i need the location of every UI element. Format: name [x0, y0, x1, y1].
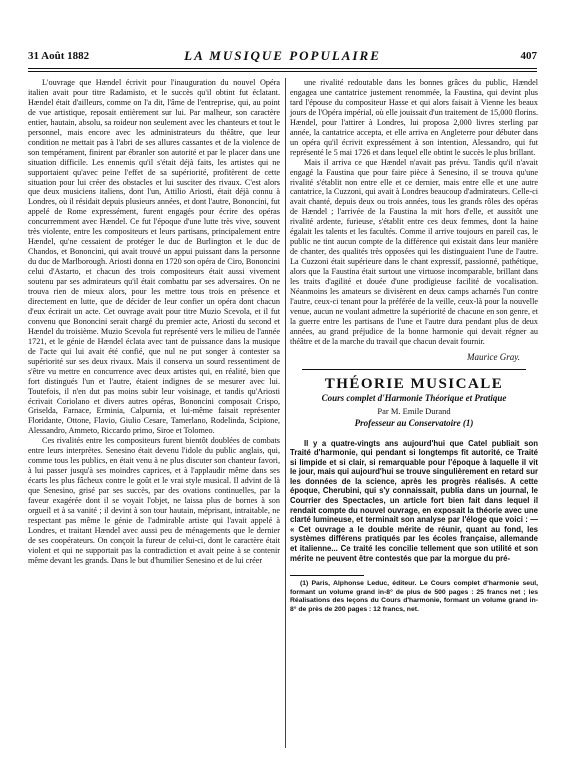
footnote-text: (1) Paris, Alphonse Leduc, éditeur. Le Cours complet d'harmonie seul, formant un volume grand in-8° de plus de 500 pages : 25 francs net ; les Réalisations des leçons du Cours d'harmonie, formant un volume grand in-8° de près de 200 pages : 12 francs, net. — [290, 580, 538, 613]
article-author: Par M. Emile Durand — [377, 405, 451, 416]
page-number: 407 — [520, 50, 537, 62]
journal-title: LA MUSIQUE POPULAIRE — [184, 48, 381, 63]
column-divider — [285, 78, 286, 748]
article-body — [290, 439, 538, 564]
issue-date: 31 Août 1882 — [28, 50, 90, 62]
article-subtitle: Cours complet d'Harmonie Théorique et Pratique — [321, 392, 507, 403]
left-column — [28, 78, 280, 566]
article-author-role: Professeur au Conservatoire (1) — [354, 417, 474, 428]
author-signature: Maurice Gray. — [467, 351, 520, 362]
body-paragraph: Il y a quatre-vingts ans aujourd'hui que Catel publiait son Traité d'harmonie, qui pendant si longtemps fit autorité, ce Traité si limpide et si clair, si remarquable pour l'époque à laquelle il vit le jour, mais qui aujourd'hui se trouve singulièrement en retard sur les données de la science, après les progrès réalisés. A cette époque, Cherubini, qui s'y connaissait, publia dans un journal, le Courrier des Spectacles, un article fort bien fait dans lequel il rendait compte du nouvel ouvrage, en exposait la théorie avec une clarté lumineuse, et terminait son analyse par l'éloge que voici : — « Cet ouvrage a le double mérite de réunir, quant au fond, les systèmes différens pratiqués par les écoles française, allemande et italienne... Ce traité les concilie tellement que son utilité et son mérite ne peuvent être contestés que par la morgue du pré- — [290, 438, 538, 563]
header-rule-thin — [28, 71, 537, 72]
section-divider — [302, 369, 525, 370]
body-paragraph: L'ouvrage que Hændel écrivit pour l'inauguration du nouvel Opéra italien avait pour titre Radamisto, et le succès qu'il obtint fut éclatant. Hændel était d'ailleurs, comme on l'a dit, l'âme de l'entreprise, qui, au point de vue artistique, reposait entièrement sur lui. Par malheur, son caractère entier, hautain, absolu, sa roideur non seulement avec les chanteurs et tout le personnel, mais encore avec les administrateurs du théâtre, que leur condition ne mettait pas à l'abri de ses allures cassantes et de la violence de son tempérament, finirent par ébranler son autorité et par le placer dans une situation difficile. Les ennemis qu'il s'était déjà faits, les artistes qui ne supportaient qu'avec peine l'effet de sa supériorité, profitèrent de cette situation pour lui créer des obstacles et lui susciter des rivaux. C'est alors que deux musiciens italiens, dont l'un, Attilio Ariosti, était déjà connu à Londres, où il résidait depuis plusieurs années, et dont l'autre, Bononcini, fut appelé de Rome expressément, furent engagés pour écrire des opéras concurremment avec Hændel. Ce fut l'époque d'une lutte très vive, souvent très violente, entre les compositeurs et leurs partisans, principalement entre Hændel, qu'ne cessaient de protéger le duc de Burlington et le duc de Chandos, et Bononcini, qui avait trouvé un appui puissant dans la personne du duc de Marlborough. Ariosti donna en 1720 son opéra de Ciro, Bononcini celui d'Astarto, et chacun des trois compositeurs était aussi vivement soutenu par ses admirateurs qu'il était combattu par ses adversaires. On ne trouva rien de mieux alors, pour les mettre tous trois en présence et directement en lutte, que de décider de leur confier un opéra dont chacun d'eux écrirait un acte. Cet ouvrage avait pour titre Muzio Scevola, et il fut convenu que Bononcini serait chargé du premier acte, Ariosti du second et Hændel du troisième. Muzio Scevola fut représenté vers le milieu de l'année 1721, et le génie de Hændel éclata avec tant de puissance dans la musique de l'acte qui lui avait été confié, que nul ne put songer à contester sa supériorité sur ses deux rivaux. Mais il conserva un sourd ressentiment de s'être vu mettre en concurrence avec deux artistes qui, en réalité, bien que fort distingués l'un et l'autre, étaient indignes de se mesurer avec lui. Toutefois, il n'en dut pas moins subir leur voisinage, et tandis qu'Ariosti écrivait Coriolano et divers autres opéras, Bononcini composait Crispo, Griselda, Farnace, Erminia, Calpurnia, et lui-même faisait représenter Floridante, Ottone, Flavio, Giulio Cesare, Tamerlano, Rodelinda, Scipione, Alessandro, Ammeto, Riccardo primo, Siroe et Tolomeo. — [28, 78, 280, 436]
right-column — [290, 78, 538, 615]
article-title: THÉORIE MUSICALE — [324, 375, 504, 392]
header-rule — [28, 68, 537, 69]
page-header — [28, 48, 537, 66]
body-paragraph: Ces rivalités entre les compositeurs furent bientôt doublées de combats entre leurs interprètes. Senesino était devenu l'idole du public anglais, qui, comme tous les publics, en était venu à ne plus discuter son chanteur favori, à lui passer jusqu'à ses moindres caprices, et à l'applaudir même dans ses écarts les plus fâcheux contre le goût et le vrai style musical. Il advint de là que Senesino, grisé par ses succès, par des ovations continuelles, par la faveur exagérée dont il se voyait l'objet, ne laissa plus de bornes à son orgueil et à sa vanité ; il devint à son tour hautain, méprisant, intraitable, ne respectant pas même le génie de l'admirable artiste qui l'avait appelé à Londres, et traitant Hændel avec aussi peu de ménagements que le dernier de ses coopérateurs. On conçoit la fureur de celui-ci, dont le caractère était violent et qui ne supportait pas la contradiction et avait peine à se contenir même devant les grands. Dans le but d'humilier Senesino et de lui créer — [28, 436, 280, 565]
footnote-rule — [290, 575, 364, 576]
body-paragraph: une rivalité redoutable dans les bonnes grâces du public, Hændel engagea une cantatrice justement renommée, la Faustina, qui devint plus tard l'épouse du compositeur Hasse et qui alors faisait à Vienne les beaux jours de l'Opéra impérial, où elle jouissait d'un traitement de 15,000 florins. Hændel, pour l'attirer à Londres, lui proposa 2,000 livres sterling par année, la cantatrice accepta, et elle arriva en Angleterre pour débuter dans un opéra qu'il écrivit expressément à son intention, Alessandro, qui fut représenté le 5 mai 1726 et dans lequel elle obtint le succès le plus brillant. — [290, 78, 538, 157]
footnote — [290, 580, 538, 614]
body-paragraph: Mais il arriva ce que Hændel n'avait pas prévu. Tandis qu'il n'avait engagé la Faustina que pour faire pièce à Senesino, il se trouva qu'une rivalité s'établit non entre elle et ce dernier, mais entre elle et une autre cantatrice, la Cuzzoni, qui avait à Londres beaucoup d'admirateurs. Celle-ci avait chanté, depuis deux ou trois années, tous les grands rôles des opéras de Hændel ; l'arrivée de la Faustina la mit hors d'elle, et aussitôt une rivalité ardente, furieuse, s'établit entre ces deux femmes, dont la haine égalait les talents et les facultés. Comme il arrive toujours en pareil cas, le public ne tint aucun compte de la différence qui existait dans leur manière de chanter, des qualités très opposées qui les distinguaient l'une de l'autre. La Cuzzoni était supérieure dans le chant expressif, passionné, pathétique, alors que la Faustina était surtout une virtuose incomparable, brillant dans les traits d'agilité et douée d'une prodigieuse facilité de vocalisation. Néanmoins les amateurs se divisèrent en deux camps acharnés l'un contre l'autre, ceux-ci tenant pour la préférée de la veille, ceux-là pour la nouvelle venue, aucun ne voulant admettre la supériorité de chacune en son genre, et la guerre entre les partisans de l'une et l'autre dura pendant plus de deux années, au grand préjudice de la bonne harmonie qui devait régner au théâtre et de la marche du travail que chacun devait fournir. — [290, 157, 538, 346]
